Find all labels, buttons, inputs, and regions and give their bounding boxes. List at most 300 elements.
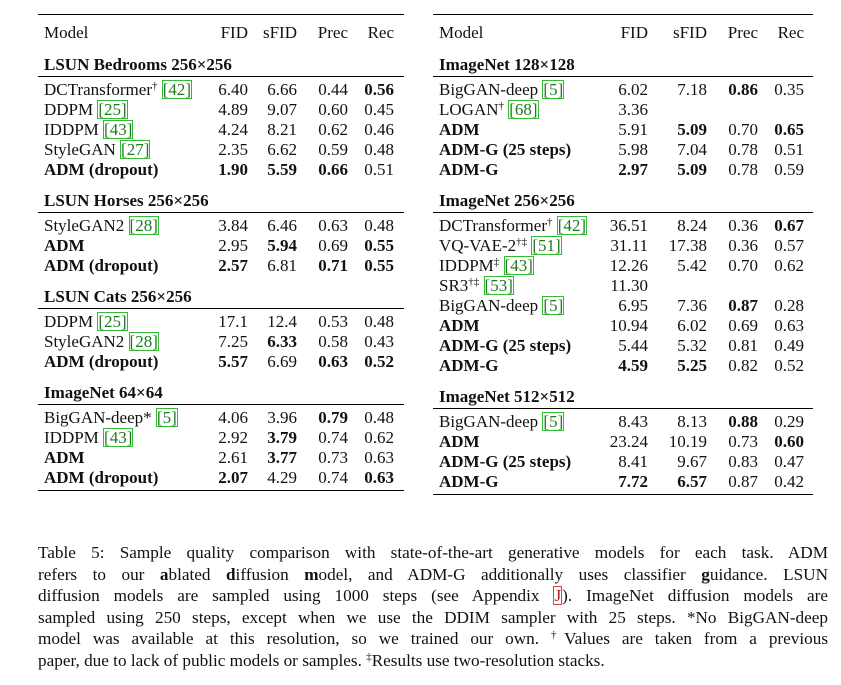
model-name: [439, 216, 587, 236]
value-sfid: 3.77: [267, 448, 297, 467]
value-prec: 0.87: [728, 472, 758, 491]
value-rec: 0.63: [364, 468, 394, 487]
table-row: [433, 356, 813, 376]
table-row: [38, 352, 404, 372]
table-row: [38, 332, 404, 352]
value-rec: 0.51: [364, 160, 394, 179]
value-prec: 0.74: [318, 428, 348, 447]
model-name: [439, 160, 498, 180]
value-fid: 8.41: [618, 452, 648, 471]
model-label: BigGAN-deep: [439, 80, 539, 99]
value-rec: 0.43: [364, 332, 394, 351]
value-rec: 0.59: [774, 160, 804, 179]
model-name: [44, 332, 159, 352]
value-sfid: 9.67: [677, 452, 707, 471]
value-sfid: 12.4: [267, 312, 297, 331]
value-rec: 0.42: [774, 472, 804, 491]
value-sfid: 5.25: [677, 356, 707, 375]
model-label: ADM-G (25 steps): [439, 452, 572, 471]
value-fid: 4.24: [218, 120, 248, 139]
section-title: ImageNet 64×64: [44, 383, 163, 402]
value-rec: 0.65: [774, 120, 804, 139]
value-prec: 0.83: [728, 452, 758, 471]
value-rec: 0.67: [774, 216, 804, 235]
table-row: [38, 160, 404, 180]
value-prec: 0.63: [318, 352, 348, 371]
model-name: [439, 432, 480, 452]
header-prec: Prec: [727, 23, 758, 42]
value-fid: 4.06: [218, 408, 248, 427]
value-fid: 2.97: [618, 160, 648, 179]
table-row: [38, 256, 404, 276]
model-label: ADM (dropout): [44, 468, 159, 487]
model-name: [44, 468, 158, 488]
value-sfid: 5.09: [677, 160, 707, 179]
value-fid: 3.36: [618, 100, 648, 119]
model-label: ADM-G (25 steps): [439, 140, 572, 159]
value-sfid: 6.62: [267, 140, 297, 159]
table-row: [433, 120, 813, 140]
model-label: DDPM: [44, 312, 94, 331]
section-rule: [38, 404, 404, 405]
citation-link[interactable]: [25]: [98, 312, 127, 331]
table-row: [38, 120, 404, 140]
model-name: [439, 140, 571, 160]
value-rec: 0.47: [774, 452, 804, 471]
caption-line-1: Table 5: Sample quality comparison with state-of-the-art generative models for each task. ADM: [38, 543, 828, 562]
citation-link[interactable]: [42]: [162, 80, 192, 99]
section-rule: [433, 408, 813, 409]
table-row: [38, 448, 404, 468]
value-fid: 5.98: [618, 140, 648, 159]
table-row: [433, 256, 813, 276]
citation-link[interactable]: [5]: [543, 412, 564, 431]
model-name: [44, 100, 128, 120]
value-fid: 2.95: [218, 236, 248, 255]
value-prec: 0.87: [728, 296, 758, 315]
value-prec: 0.88: [728, 412, 758, 431]
value-fid: 36.51: [609, 216, 648, 235]
table-row: [433, 216, 813, 236]
header-fid: FID: [620, 23, 648, 42]
value-prec: 0.78: [728, 140, 758, 159]
value-fid: 23.24: [609, 432, 648, 451]
value-rec: 0.56: [364, 80, 394, 99]
table-row: [38, 408, 404, 428]
caption-text: odel, and ADM-G additionally uses classifier: [318, 564, 702, 584]
header-rec: Rec: [777, 23, 804, 42]
table-row: [433, 236, 813, 256]
caption-text: Results use two-resolution stacks.: [371, 650, 605, 670]
value-fid: 6.02: [618, 80, 648, 99]
model-label: DDPM: [44, 100, 94, 119]
table-caption: [38, 542, 828, 672]
value-rec: 0.52: [774, 356, 804, 375]
citation-link[interactable]: [43]: [504, 256, 533, 275]
model-name: [44, 160, 158, 180]
caption-text: ). ImageNet diffusion models are: [562, 586, 828, 606]
table-row: [38, 140, 404, 160]
table-left: [38, 14, 404, 491]
model-name: [439, 356, 498, 376]
section-left-2: [38, 286, 404, 372]
value-rec: 0.46: [364, 120, 394, 139]
value-prec: 0.59: [318, 140, 348, 159]
value-fid: 6.40: [218, 80, 248, 99]
model-label: ADM-G: [439, 160, 499, 179]
value-sfid: 8.24: [677, 216, 707, 235]
header-row: [38, 22, 404, 44]
model-name: [439, 256, 534, 276]
model-name: [439, 120, 480, 140]
value-fid: 8.43: [618, 412, 648, 431]
caption-line-6: [38, 650, 828, 672]
model-name: [439, 100, 539, 120]
model-label: ADM (dropout): [44, 352, 159, 371]
model-label: IDDPM: [44, 428, 99, 447]
value-sfid: 9.07: [267, 100, 297, 119]
value-prec: 0.62: [318, 120, 348, 139]
section-left-1: [38, 190, 404, 276]
footnote-mark: †‡: [468, 276, 480, 288]
value-prec: 0.81: [728, 336, 758, 355]
section-title: ImageNet 128×128: [439, 55, 575, 74]
caption-text: d: [225, 564, 236, 584]
value-rec: 0.63: [774, 316, 804, 335]
citation-link[interactable]: [43]: [104, 428, 133, 447]
value-prec: 0.79: [318, 408, 348, 427]
caption-text: iffusion: [235, 564, 305, 584]
model-name: [44, 352, 158, 372]
section-title: ImageNet 512×512: [439, 387, 575, 406]
value-rec: 0.48: [364, 408, 394, 427]
caption-text: paper, due to lack of public models or samples.: [38, 650, 367, 670]
value-rec: 0.49: [774, 336, 804, 355]
value-sfid: 6.02: [677, 316, 707, 335]
section-right-0: [433, 54, 813, 180]
model-label: StyleGAN: [44, 140, 116, 159]
table-row: [38, 312, 404, 332]
header-model: Model: [439, 23, 484, 42]
model-name: [439, 336, 571, 356]
section-right-2: [433, 386, 813, 492]
model-name: [44, 428, 133, 448]
model-name: [439, 80, 564, 100]
model-name: [44, 312, 128, 332]
table-row: [433, 296, 813, 316]
value-prec: 0.71: [318, 256, 348, 275]
citation-link[interactable]: [43]: [104, 120, 133, 139]
table-row: [433, 316, 813, 336]
value-sfid: 8.13: [677, 412, 707, 431]
model-label: DCTransformer: [439, 216, 547, 235]
value-rec: 0.55: [364, 236, 394, 255]
citation-link[interactable]: [5]: [156, 408, 177, 427]
table-row: [433, 140, 813, 160]
table-row: [38, 100, 404, 120]
table-row: [433, 160, 813, 180]
footnote-mark: †: [498, 100, 504, 112]
model-label: ADM: [44, 236, 85, 255]
caption-text: uidance. LSUN: [709, 564, 828, 584]
value-fid: 6.95: [618, 296, 648, 315]
value-prec: 0.70: [728, 256, 758, 275]
value-sfid: 6.81: [267, 256, 297, 275]
section-rule: [433, 212, 813, 213]
table-row: [433, 100, 813, 120]
value-rec: 0.63: [364, 448, 394, 467]
value-rec: 0.28: [774, 296, 804, 315]
caption-text: diffusion models are sampled using 1000 steps (see Appendix: [38, 586, 554, 606]
value-sfid: 6.69: [267, 352, 297, 371]
value-rec: 0.51: [774, 140, 804, 159]
citation-link[interactable]: [51]: [532, 236, 561, 255]
value-fid: 7.25: [218, 332, 248, 351]
model-label: IDDPM: [44, 120, 99, 139]
value-sfid: 7.04: [677, 140, 707, 159]
caption-line-4: sampled using 250 steps, except when we use the DDIM sampler with 25 steps. *No BigGAN-deep: [38, 607, 828, 627]
value-prec: 0.53: [318, 312, 348, 331]
value-prec: 0.86: [728, 80, 758, 99]
model-name: [44, 256, 158, 276]
value-prec: 0.69: [318, 236, 348, 255]
value-rec: 0.62: [774, 256, 804, 275]
value-rec: 0.52: [364, 352, 394, 371]
value-fid: 5.57: [218, 352, 248, 371]
section-title: LSUN Horses 256×256: [44, 191, 209, 210]
value-rec: 0.55: [364, 256, 394, 275]
citation-link[interactable]: [28]: [129, 216, 158, 235]
table-row: [38, 80, 404, 100]
footnote-mark: †: [151, 80, 158, 92]
value-fid: 3.84: [218, 216, 248, 235]
model-label: StyleGAN2: [44, 216, 125, 235]
header-fid: FID: [220, 23, 248, 42]
caption-line-5: [38, 628, 828, 650]
value-sfid: 5.09: [677, 120, 707, 139]
value-sfid: 6.66: [267, 80, 297, 99]
section-title: LSUN Cats 256×256: [44, 287, 192, 306]
model-label: IDDPM: [439, 256, 494, 275]
model-label: ADM: [439, 120, 480, 139]
citation-link[interactable]: [53]: [484, 276, 513, 295]
value-sfid: 5.42: [677, 256, 707, 275]
table-row: [433, 80, 813, 100]
value-rec: 0.29: [774, 412, 804, 431]
header-sfid: sFID: [672, 23, 707, 42]
citation-link[interactable]: [68]: [509, 100, 538, 119]
model-label: SR3: [439, 276, 469, 295]
header-model: Model: [44, 23, 89, 42]
value-prec: 0.70: [728, 120, 758, 139]
value-fid: 12.26: [609, 256, 648, 275]
model-name: [439, 472, 498, 492]
value-rec: 0.57: [774, 236, 804, 255]
value-sfid: 5.94: [267, 236, 297, 255]
value-prec: 0.82: [728, 356, 758, 375]
caption-text: g: [701, 564, 710, 584]
table-row: [433, 336, 813, 356]
model-label: StyleGAN2: [44, 332, 125, 351]
value-prec: 0.63: [318, 216, 348, 235]
value-sfid: 3.96: [267, 408, 297, 427]
header-sfid: sFID: [262, 23, 297, 42]
model-label: BigGAN-deep: [439, 296, 539, 315]
value-sfid: 8.21: [267, 120, 297, 139]
caption-line-3: [38, 585, 828, 607]
value-sfid: 3.79: [267, 428, 297, 447]
value-prec: 0.74: [318, 468, 348, 487]
model-name: [44, 448, 85, 468]
value-sfid: 6.57: [677, 472, 707, 491]
table-row: [433, 412, 813, 432]
section-rule: [38, 76, 404, 77]
value-prec: 0.73: [318, 448, 348, 467]
table-row: [38, 428, 404, 448]
model-name: [439, 276, 514, 296]
value-rec: 0.48: [364, 216, 394, 235]
value-prec: 0.36: [728, 236, 758, 255]
model-label: ADM: [439, 316, 480, 335]
value-fid: 17.1: [218, 312, 248, 331]
appendix-link[interactable]: J: [554, 586, 562, 606]
value-fid: 2.61: [218, 448, 248, 467]
value-sfid: 5.59: [267, 160, 297, 179]
table-row: [433, 452, 813, 472]
value-rec: 0.45: [364, 100, 394, 119]
section-rule: [38, 212, 404, 213]
section-left-0: [38, 54, 404, 180]
citation-link[interactable]: [25]: [98, 100, 127, 119]
table-row: [38, 468, 404, 488]
model-name: [439, 452, 571, 472]
model-name: [44, 80, 192, 100]
model-name: [44, 120, 133, 140]
model-name: [439, 296, 564, 316]
table-right: [433, 14, 813, 495]
value-fid: 2.07: [218, 468, 248, 487]
caption-text: m: [304, 564, 319, 584]
value-prec: 0.60: [318, 100, 348, 119]
model-label: ADM: [44, 448, 85, 467]
value-prec: 0.44: [318, 80, 348, 99]
value-fid: 4.89: [218, 100, 248, 119]
table-row: [433, 472, 813, 492]
value-fid: 2.57: [218, 256, 248, 275]
value-sfid: 6.46: [267, 216, 297, 235]
table-bottom-rule: [38, 490, 404, 491]
value-rec: 0.60: [774, 432, 804, 451]
value-fid: 4.59: [618, 356, 648, 375]
value-fid: 2.92: [218, 428, 248, 447]
model-label: ADM (dropout): [44, 256, 159, 275]
section-title: LSUN Bedrooms 256×256: [44, 55, 232, 74]
value-fid: 2.35: [218, 140, 248, 159]
double-dagger-mark: ‡: [366, 650, 372, 663]
section-rule: [38, 308, 404, 309]
value-fid: 31.11: [610, 236, 648, 255]
footnote-mark: ‡: [493, 256, 500, 268]
table-row: [38, 216, 404, 236]
header-rec: Rec: [367, 23, 394, 42]
value-sfid: 10.19: [668, 432, 707, 451]
value-fid: 10.94: [609, 316, 648, 335]
value-sfid: 6.33: [267, 332, 297, 351]
table-row: [433, 432, 813, 452]
model-name: [44, 236, 85, 256]
caption-line-2: [38, 564, 828, 586]
value-sfid: 5.32: [677, 336, 707, 355]
header-prec: Prec: [317, 23, 348, 42]
section-left-3: [38, 382, 404, 488]
model-name: [44, 216, 159, 236]
value-prec: 0.36: [728, 216, 758, 235]
footnote-mark: †: [546, 216, 553, 228]
model-label: ADM-G: [439, 472, 499, 491]
citation-link[interactable]: [27]: [121, 140, 150, 159]
model-name: [439, 236, 562, 256]
caption-text: a: [159, 564, 169, 584]
model-label: BigGAN-deep*: [44, 408, 152, 427]
model-name: [439, 412, 564, 432]
table-row: [38, 236, 404, 256]
section-right-1: [433, 190, 813, 376]
model-label: ADM-G: [439, 356, 499, 375]
footnote-mark: †‡: [516, 236, 528, 248]
caption-text: blated: [168, 564, 226, 584]
value-prec: 0.69: [728, 316, 758, 335]
value-rec: 0.62: [364, 428, 394, 447]
model-label: LOGAN: [439, 100, 499, 119]
value-sfid: 7.18: [677, 80, 707, 99]
value-fid: 5.44: [618, 336, 648, 355]
dagger-mark: †: [551, 629, 565, 642]
model-label: ADM (dropout): [44, 160, 159, 179]
model-label: BigGAN-deep: [439, 412, 539, 431]
citation-link[interactable]: [42]: [557, 216, 587, 235]
model-name: [44, 408, 178, 428]
caption-text: refers to our: [38, 564, 160, 584]
model-label: ADM-G (25 steps): [439, 336, 572, 355]
value-prec: 0.58: [318, 332, 348, 351]
value-prec: 0.73: [728, 432, 758, 451]
value-rec: 0.48: [364, 140, 394, 159]
caption-text: Values are taken from a previous: [564, 629, 829, 649]
citation-link[interactable]: [28]: [129, 332, 158, 351]
value-sfid: 4.29: [267, 468, 297, 487]
table-row: [433, 276, 813, 296]
table-bottom-rule: [433, 494, 813, 495]
value-fid: 5.91: [618, 120, 648, 139]
model-label: ADM: [439, 432, 480, 451]
value-fid: 7.72: [618, 472, 648, 491]
model-label: DCTransformer: [44, 80, 152, 99]
value-sfid: 7.36: [677, 296, 707, 315]
model-name: [44, 140, 150, 160]
citation-link[interactable]: [5]: [543, 296, 564, 315]
value-prec: 0.66: [318, 160, 348, 179]
value-rec: 0.35: [774, 80, 804, 99]
model-name: [439, 316, 480, 336]
section-title: ImageNet 256×256: [439, 191, 575, 210]
citation-link[interactable]: [5]: [543, 80, 564, 99]
section-rule: [433, 76, 813, 77]
caption-text: model was available at this resolution, so we trained our own.: [38, 629, 551, 649]
model-label: VQ-VAE-2: [439, 236, 517, 255]
value-rec: 0.48: [364, 312, 394, 331]
value-fid: 11.30: [610, 276, 648, 295]
header-row: [433, 22, 813, 44]
